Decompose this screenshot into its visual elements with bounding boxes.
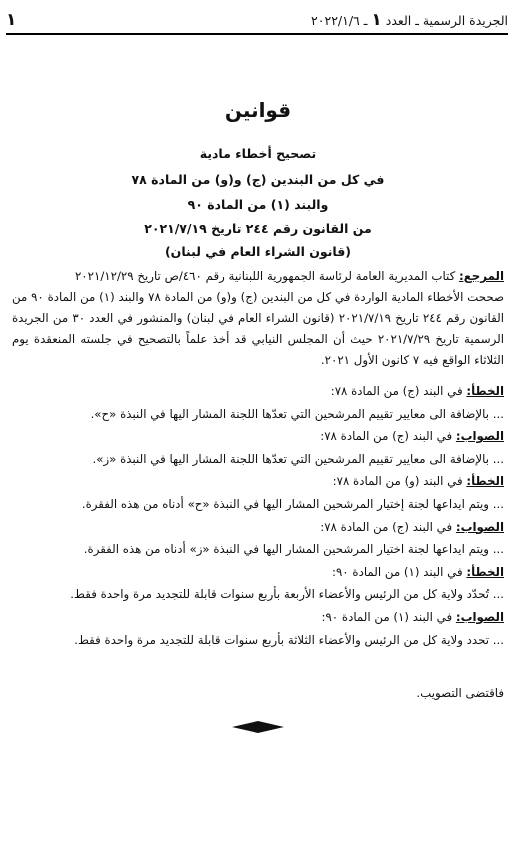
reference-text: كتاب المديرية العامة لرئاسة الجمهورية اللبنانية رقم ٤٦٠/ص تاريخ ٢٠٢١/١٢/٢٩ (74, 269, 459, 283)
correction-label: الصواب: (455, 519, 504, 534)
subtitle-line-2: في كل من البندين (ج) و(و) من المادة ٧٨ (131, 172, 385, 187)
closing-text: فاقتضى التصويب. (416, 686, 504, 700)
correction-label: الصواب: (455, 429, 504, 444)
correction-heading (12, 606, 504, 629)
correction-ref: في البند (و) من المادة ٧٨: (332, 474, 467, 489)
correction-ref: في البند (١) من المادة ٩٠: (321, 609, 456, 624)
correction-heading (12, 516, 504, 539)
section-title: قوانين (224, 98, 292, 122)
issue-number: ١ (371, 10, 382, 30)
correction-label: الخطأ: (466, 384, 504, 398)
issue-date: ٢٠٢٢/١/٦ (311, 13, 360, 28)
gazette-name: الجريدة الرسمية ـ العدد (385, 13, 508, 28)
subtitle-line-5: (قانون الشراء العام في لبنان) (164, 244, 352, 259)
correction-heading (12, 561, 504, 584)
correction-ref: في البند (ج) من المادة ٧٨: (320, 429, 456, 444)
reference-line (12, 266, 504, 287)
page-header (6, 8, 508, 30)
correction-text: ... بالإضافة الى معايير تقييم المرشحين التي تعدّها اللجنة المشار اليها في النبذة «ح». (90, 406, 504, 421)
corrections-list (12, 380, 504, 651)
correction-label: الخطأ: (466, 474, 504, 489)
correction-text: ... تحدد ولاية كل من الرئيس والأعضاء الثلاثة بأربع سنوات قابلة للتجديد مرة واحدة فقط. (74, 632, 504, 647)
subtitle-line-4: من القانون رقم ٢٤٤ تاريخ ٢٠٢١/٧/١٩ (144, 221, 372, 236)
header-rule (6, 33, 508, 35)
correction-heading (12, 425, 504, 448)
correction-text: ... بالإضافة الى معايير تقييم المرشحين التي تعدّها اللجنة المشار اليها في النبذة «ز». (92, 451, 504, 466)
correction-text: ... تُحدّد ولاية كل من الرئيس والأعضاء الأربعة بأربع سنوات قابلة للتجديد مرة واحدة فقط. (70, 587, 504, 602)
correction-ref: في البند (ج) من المادة ٧٨: (330, 384, 467, 398)
correction-heading (12, 470, 504, 493)
subtitle-line-3: والبند (١) من المادة ٩٠ (187, 197, 329, 212)
correction-heading (12, 380, 504, 403)
diamond-divider-icon (232, 718, 284, 737)
correction-label: الخطأ: (466, 564, 504, 579)
correction-ref: في البند (ج) من المادة ٧٨: (320, 519, 456, 534)
reference-label: المرجع: (459, 269, 504, 283)
correction-label: الصواب: (455, 609, 504, 624)
gazette-title (311, 10, 508, 30)
intro-paragraph: صححت الأخطاء المادية الواردة في كل من البندين (ج) و(و) من المادة ٧٨ والبند (١) من المادة ٩٠ من القانون رقم ٢٤٤ تاريخ ٢٠٢١/٧/١٩ (قانون الشراء العام في لبنان) والمنشور في العدد ٣٠ من الجريدة الرسمية تاريخ ٢٠٢١/٧/٢٩ حيث أن المجلس النيابي قد أخذ علماً بالتصحيح في جلسته المنعقدة يوم الثلاثاء الواقع فيه ٧ كانون الأول ٢٠٢١. (12, 290, 504, 367)
subtitle-line-1: تصحيح أخطاء مادية (199, 146, 317, 161)
correction-text: ... ويتم ايداعها لجنة اختيار المرشحين المشار اليها في النبذة «ز» أدناه من هذه الفقرة. (83, 542, 504, 557)
header-separator: ـ (363, 13, 368, 28)
page-number: ١ (6, 10, 17, 30)
correction-ref: في البند (١) من المادة ٩٠: (331, 564, 467, 579)
correction-text: ... ويتم ايداعها لجنة إختيار المرشحين المشار اليها في النبذة «ح» أدناه من هذه الفقرة. (81, 496, 504, 511)
document-body (12, 266, 504, 371)
